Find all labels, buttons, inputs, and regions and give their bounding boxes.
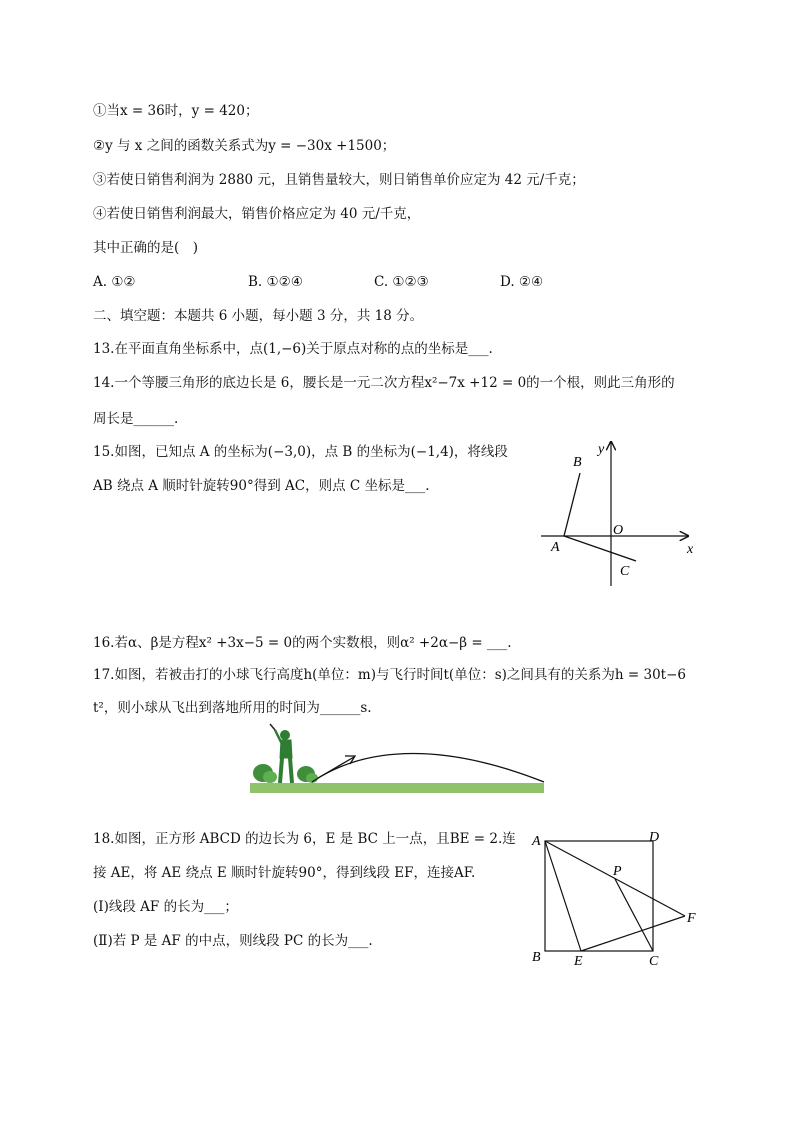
segment-ef bbox=[581, 916, 685, 951]
question-15-line-2: AB 绕点 A 顺时针旋转90°得到 AC，则点 C 坐标是___. bbox=[93, 478, 430, 494]
label-b: B bbox=[573, 455, 582, 470]
square-abcd bbox=[545, 841, 653, 951]
question-13: 13.在平面直角坐标系中，点(1,−6)关于原点对称的点的坐标是___. bbox=[93, 341, 493, 357]
segment-pc bbox=[615, 879, 653, 951]
statement-4: ④若使日销售利润最大，销售价格应定为 40 元/千克， bbox=[93, 206, 421, 222]
square-figure bbox=[528, 828, 704, 970]
label-c: C bbox=[649, 954, 659, 969]
question-14-line-1: 14.一个等腰三角形的底边长是 6，腰长是一元二次方程x²−7x +12 = 0的一个根，则此三角形的 bbox=[93, 375, 675, 391]
statement-2: ②y 与 x 之间的函数关系式为y = −30x +1500； bbox=[93, 138, 396, 154]
section-heading: 二、填空题：本题共 6 小题，每小题 3 分，共 18 分。 bbox=[93, 308, 424, 324]
question-18-part-1: (Ⅰ)线段 AF 的长为___； bbox=[93, 899, 238, 915]
question-17-line-2: t²，则小球从飞出到落地所用的时间为______s. bbox=[93, 700, 372, 716]
label-o: O bbox=[613, 523, 624, 538]
option-c: C. ①②③ bbox=[374, 274, 429, 290]
golf-illustration bbox=[248, 722, 548, 796]
question-16: 16.若α、β是方程x² +3x−5 = 0的两个实数根，则α² +2α−β = ___. bbox=[93, 635, 512, 651]
segment-ac bbox=[564, 536, 636, 561]
label-b: B bbox=[532, 950, 541, 965]
ball-trajectory bbox=[312, 754, 544, 783]
question-stem: 其中正确的是( ) bbox=[93, 240, 199, 256]
label-d: D bbox=[649, 830, 660, 845]
label-f: F bbox=[687, 911, 696, 926]
question-18-part-2: (Ⅱ)若 P 是 AF 的中点，则线段 PC 的长为___. bbox=[93, 933, 373, 949]
question-14-line-2: 周长是______. bbox=[93, 411, 179, 427]
question-18-line-1: 18.如图，正方形 ABCD 的边长为 6，E 是 BC 上一点，且BE = 2.连 bbox=[93, 831, 516, 847]
question-18-line-2: 接 AE，将 AE 绕点 E 顺时针旋转90°，得到线段 EF，连接AF. bbox=[93, 865, 476, 881]
coordinate-figure bbox=[536, 436, 704, 588]
question-15-line-1: 15.如图，已知点 A 的坐标为(−3,0)，点 B 的坐标为(−1,4)，将线段 bbox=[93, 444, 508, 460]
label-a: A bbox=[551, 540, 560, 555]
label-x: x bbox=[687, 542, 694, 557]
grass-strip bbox=[250, 783, 544, 793]
statement-3: ③若使日销售利润为 2880 元，且销售量较大，则日销售单价应定为 42 元/千克； bbox=[93, 172, 585, 188]
question-17-line-1: 17.如图，若被击打的小球飞行高度h(单位：m)与飞行时间t(单位：s)之间具有的关系为h = 30t−6 bbox=[93, 667, 686, 683]
label-c: C bbox=[620, 564, 630, 579]
statement-1: ①当x = 36时，y = 420； bbox=[93, 103, 259, 119]
segment-ab bbox=[564, 473, 580, 536]
option-d: D. ②④ bbox=[500, 274, 544, 290]
option-a: A. ①② bbox=[93, 274, 136, 290]
label-p: P bbox=[613, 864, 622, 879]
direction-arrow bbox=[318, 757, 354, 778]
option-b: B. ①②④ bbox=[248, 274, 303, 290]
label-a: A bbox=[532, 834, 541, 849]
label-y: y bbox=[598, 442, 605, 457]
label-e: E bbox=[574, 954, 583, 969]
